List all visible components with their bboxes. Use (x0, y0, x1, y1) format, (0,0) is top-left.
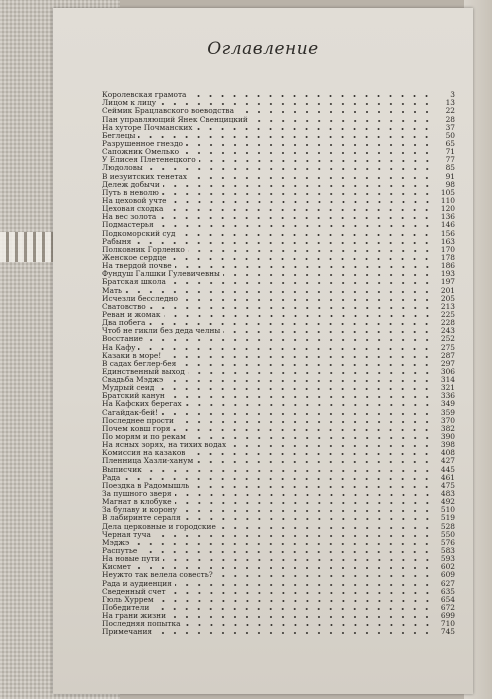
dot-leader (184, 518, 433, 520)
toc-entry-page: 201 (440, 285, 455, 295)
toc-entry-title: Победители (102, 603, 150, 612)
dot-leader (177, 421, 433, 423)
dot-leader (166, 380, 433, 382)
dot-leader (162, 193, 433, 195)
toc-entry-title: Черная туча (102, 529, 151, 539)
dot-leader (223, 274, 433, 276)
toc-entry-title: Рабыня (102, 236, 132, 246)
dot-leader (154, 535, 433, 537)
page-title: Оглавление (207, 39, 319, 59)
book-page (53, 8, 473, 694)
toc-entry-title: Фундуш Галшки Гулевичевны (102, 269, 220, 279)
toc-entry-page: 359 (440, 407, 455, 417)
toc-entry-page: 510 (440, 505, 455, 515)
toc-entry (102, 596, 455, 604)
toc-entry-page: 408 (440, 448, 455, 458)
toc-entry-title: Неужто так велела совесть? (102, 570, 213, 580)
toc-entry-title: Мэджэ (102, 537, 130, 547)
toc-entry-title: Восстание (102, 334, 143, 344)
toc-entry-title: Братский канун (102, 391, 165, 401)
toc-entry-page: 427 (440, 456, 455, 466)
toc-entry-title: Гюль Хуррем (102, 594, 154, 604)
dot-leader (163, 559, 433, 561)
toc-entry-title: Полковник Горленко (102, 244, 185, 254)
dot-leader (155, 632, 433, 634)
toc-entry-page: 146 (440, 220, 455, 230)
toc-entry-page: 672 (440, 603, 455, 612)
toc-entry-title: Последнее прости (102, 415, 174, 425)
dot-leader (138, 136, 433, 138)
toc-entry-page: 321 (440, 383, 455, 393)
toc-entry-page: 105 (440, 187, 455, 197)
dot-leader (149, 307, 433, 309)
toc-entry (102, 295, 455, 303)
toc-entry-title: На хуторе Почманских (102, 122, 193, 132)
toc-entry (102, 555, 455, 563)
dot-leader (188, 250, 433, 252)
dot-leader (169, 616, 433, 618)
dot-leader (189, 95, 433, 97)
toc-entry-title: Путь в неволю (102, 187, 159, 197)
toc-entry-page: 602 (440, 562, 455, 572)
toc-entry-page: 225 (440, 309, 455, 319)
dot-leader (189, 437, 433, 439)
toc-entry-page: 306 (440, 366, 455, 376)
toc-entry (102, 327, 455, 335)
toc-entry (102, 213, 455, 221)
toc-entry-page: 65 (445, 138, 455, 148)
toc-entry-page: 528 (440, 521, 455, 531)
toc-entry-page: 22 (445, 106, 455, 116)
dot-leader (169, 282, 433, 284)
toc-entry-title: На грани жизни (102, 611, 167, 621)
toc-entry-page: 550 (440, 529, 455, 539)
toc-entry-title: Реван и жомак (102, 309, 161, 319)
toc-entry-title: Поездка в Радомышль (102, 480, 190, 490)
dot-leader (185, 404, 433, 406)
toc-entry (102, 229, 455, 237)
dot-leader (219, 527, 433, 529)
dot-leader (178, 234, 433, 236)
toc-entry-title: Мать (102, 285, 123, 295)
toc-entry-page: 3 (450, 90, 455, 100)
toc-entry-page: 475 (440, 480, 455, 490)
dot-leader (188, 453, 433, 455)
toc-entry-page: 28 (445, 114, 455, 124)
toc-entry-title: В лабиринте сераля (102, 513, 181, 523)
toc-entry-title: Разрушенное гнездо (102, 138, 183, 148)
toc-entry-page: 336 (440, 391, 455, 401)
toc-entry-page: 252 (440, 334, 455, 344)
toc-entry (102, 335, 455, 343)
embroidered-stitch (0, 232, 58, 262)
toc-entry-title: Сагайдак-бей! (102, 407, 159, 417)
toc-entry (102, 465, 455, 473)
toc-entry-title: Королевская грамота (102, 90, 187, 100)
dot-leader (166, 209, 433, 211)
toc-entry-page: 519 (440, 513, 455, 523)
toc-entry-page: 178 (440, 252, 455, 262)
toc-entry-page: 576 (440, 537, 455, 547)
toc-entry-page: 492 (440, 497, 455, 507)
toc-entry-page: 156 (440, 228, 455, 238)
toc-entry-title: Подмастерья (102, 220, 154, 230)
toc-entry-title: За булаву и корону (102, 505, 177, 515)
dot-leader (170, 201, 433, 203)
toc-entry-page: 275 (440, 342, 455, 352)
toc-entry-page: 71 (445, 147, 455, 157)
dot-leader (125, 291, 433, 293)
dot-leader (181, 299, 433, 301)
toc-entry-title: На Кафских берегах (102, 399, 182, 409)
toc-entry-page: 710 (440, 619, 455, 629)
dot-leader (169, 258, 433, 260)
toc-entry-title: На вес золота (102, 212, 157, 222)
toc-entry-title: За пушного зверя (102, 489, 172, 499)
toc-entry-page: 583 (440, 546, 455, 556)
dot-leader (148, 323, 433, 325)
toc-entry-page: 85 (445, 163, 455, 173)
dot-leader (182, 152, 433, 154)
toc-entry-title: Рада (102, 472, 121, 482)
toc-entry-title: Сеймик Брацлавского воеводства (102, 106, 234, 116)
dot-leader (188, 372, 433, 374)
toc-entry (102, 376, 455, 384)
toc-entry-page: 483 (440, 489, 455, 499)
dot-leader (175, 502, 433, 504)
dot-leader (251, 120, 433, 122)
dot-leader (163, 185, 433, 187)
toc-entry-page: 699 (440, 611, 455, 621)
dot-leader (180, 510, 433, 512)
toc-entry-title: Сведенный счет (102, 586, 166, 596)
toc-entry-title: На Кафу (102, 342, 136, 352)
toc-entry (102, 522, 455, 530)
dot-leader (184, 624, 433, 626)
toc-entry-title: Распутье (102, 546, 138, 556)
toc-entry-title: Чтоб не гикли без деда челны (102, 326, 221, 336)
toc-entry-page: 627 (440, 578, 455, 588)
dot-leader (223, 331, 433, 333)
toc-entry-title: Дележ добычи (102, 179, 160, 189)
toc-entry-page: 287 (440, 350, 455, 360)
toc-entry-page: 13 (445, 98, 455, 108)
toc-entry-page: 243 (440, 326, 455, 336)
toc-entry-page: 197 (440, 277, 455, 287)
toc-entry-title: Кисмет (102, 562, 131, 572)
dot-leader (140, 551, 433, 553)
toc-entry-title: В садах беглер-бея (102, 358, 177, 368)
toc-entry (102, 531, 455, 539)
dot-leader (190, 177, 433, 179)
dot-leader (199, 160, 433, 162)
toc-entry-page: 390 (440, 432, 455, 442)
toc-entry-title: Последняя попытка (102, 619, 181, 629)
dot-leader (157, 225, 433, 227)
toc-entry-title: Рада и аудиенция (102, 578, 172, 588)
dot-leader (138, 348, 433, 350)
toc-entry-page: 349 (440, 399, 455, 409)
dot-leader (179, 364, 433, 366)
toc-entry-page: 461 (440, 472, 455, 482)
toc-entry-page: 186 (440, 261, 455, 271)
toc-entry-page: 91 (445, 171, 455, 181)
dot-leader (152, 608, 433, 610)
toc-entry-page: 635 (440, 586, 455, 596)
dot-leader (146, 168, 433, 170)
toc-entry-title: Примечания (102, 627, 153, 637)
dot-leader (192, 486, 433, 488)
toc-entry-page: 314 (440, 375, 455, 385)
dot-leader (161, 413, 433, 415)
dot-leader (159, 217, 433, 219)
toc-entry (102, 124, 455, 132)
dot-leader (164, 315, 434, 317)
toc-entry-page: 205 (440, 293, 455, 303)
toc-entry-title: Цеховая сходка (102, 204, 164, 214)
toc-entry-page: 213 (440, 301, 455, 311)
toc-entry-title: Комиссия на казаков (102, 448, 186, 458)
toc-entry-title: Подкоморский суд (102, 228, 176, 238)
dot-leader (175, 494, 433, 496)
dot-leader (132, 543, 433, 545)
toc-entry-page: 193 (440, 269, 455, 279)
toc-entry-page: 593 (440, 554, 455, 564)
toc-entry-page: 609 (440, 570, 455, 580)
toc-entry-title: Лицом к лицу (102, 98, 157, 108)
toc-entry-page: 398 (440, 440, 455, 450)
toc-entry (102, 457, 455, 465)
dot-leader (157, 388, 433, 390)
toc-entry-title: Беглецы (102, 130, 136, 140)
toc-entry (102, 539, 455, 547)
toc-entry-page: 445 (440, 464, 455, 474)
dot-leader (157, 600, 433, 602)
dot-leader (186, 144, 433, 146)
toc-entry-page: 370 (440, 415, 455, 425)
toc-entry-title: Пан управляющий Янек Свенцицкий (102, 114, 248, 124)
dot-leader (169, 592, 433, 594)
toc-entry-title: Женское сердце (102, 252, 167, 262)
dot-leader (173, 429, 433, 431)
toc-entry-page: 654 (440, 594, 455, 604)
toc-entry-title: У Елисея Плетенецкого (102, 155, 196, 165)
toc-entry-title: Магнат в клобуке (102, 497, 172, 507)
toc-entry-title: Братская школа (102, 277, 166, 287)
toc-entry-page: 77 (445, 155, 455, 165)
toc-entry-title: Людоловы (102, 163, 143, 173)
toc-entry (102, 620, 455, 628)
toc-entry-title: Свадьба Мэджэ (102, 375, 164, 385)
toc-entry (102, 588, 455, 596)
toc-entry (102, 278, 455, 286)
dot-leader (159, 103, 433, 105)
toc-entry-title: Дела церковные и городские (102, 521, 216, 531)
toc-entry-title: На ясных зорях, на тихих водах (102, 440, 227, 450)
toc-entry-page: 745 (440, 627, 455, 637)
toc-entry-title: По морям и по рекам (102, 432, 186, 442)
toc-entry-page: 110 (440, 195, 455, 205)
dot-leader (123, 478, 433, 480)
toc-entry-title: Выписчик (102, 464, 142, 474)
dot-leader (175, 584, 433, 586)
toc-entry-page: 37 (445, 122, 455, 132)
dot-leader (229, 445, 433, 447)
toc-entry-page: 163 (440, 236, 455, 246)
toc-entry-page: 50 (445, 130, 455, 140)
toc-entry-page: 98 (445, 179, 455, 189)
dot-leader (146, 339, 433, 341)
toc-entry-page: 136 (440, 212, 455, 222)
toc-entry-title: Казаки в море! (102, 350, 162, 360)
dot-leader (216, 575, 433, 577)
toc-entry-title: На новые пути (102, 554, 160, 564)
dot-leader (164, 356, 433, 358)
toc-entry-page: 120 (440, 204, 455, 214)
toc-entry (102, 628, 455, 636)
dot-leader (168, 396, 433, 398)
toc-entry-page: 228 (440, 318, 455, 328)
toc-entry-page: 382 (440, 423, 455, 433)
dot-leader (175, 266, 433, 268)
dot-leader (195, 128, 433, 130)
toc-entry-title: Пленница Хазли-ханум (102, 456, 194, 466)
toc-entry-title: Сватовство (102, 301, 146, 311)
table-of-contents (102, 91, 455, 636)
dot-leader (145, 470, 433, 472)
dot-leader (237, 111, 433, 113)
toc-entry-title: Мудрый сеид (102, 383, 155, 393)
toc-entry-title: На цеховой учте (102, 195, 167, 205)
toc-entry-title: Исчезли бесследно (102, 293, 178, 303)
dot-leader (134, 242, 433, 244)
dot-leader (134, 567, 433, 569)
toc-entry-title: На твердой почве (102, 261, 172, 271)
toc-entry-page: 170 (440, 244, 455, 254)
toc-entry-title: Почем ковш горя (102, 423, 171, 433)
toc-entry (102, 156, 455, 164)
toc-entry-title: Два побега (102, 318, 146, 328)
toc-entry-page: 297 (440, 358, 455, 368)
dot-leader (196, 461, 433, 463)
toc-entry-title: В иезуитских тенетах (102, 171, 188, 181)
toc-entry (102, 311, 455, 319)
toc-entry-title: Сапожник Омелько (102, 147, 180, 157)
toc-entry-title: Единственный выход (102, 366, 185, 376)
